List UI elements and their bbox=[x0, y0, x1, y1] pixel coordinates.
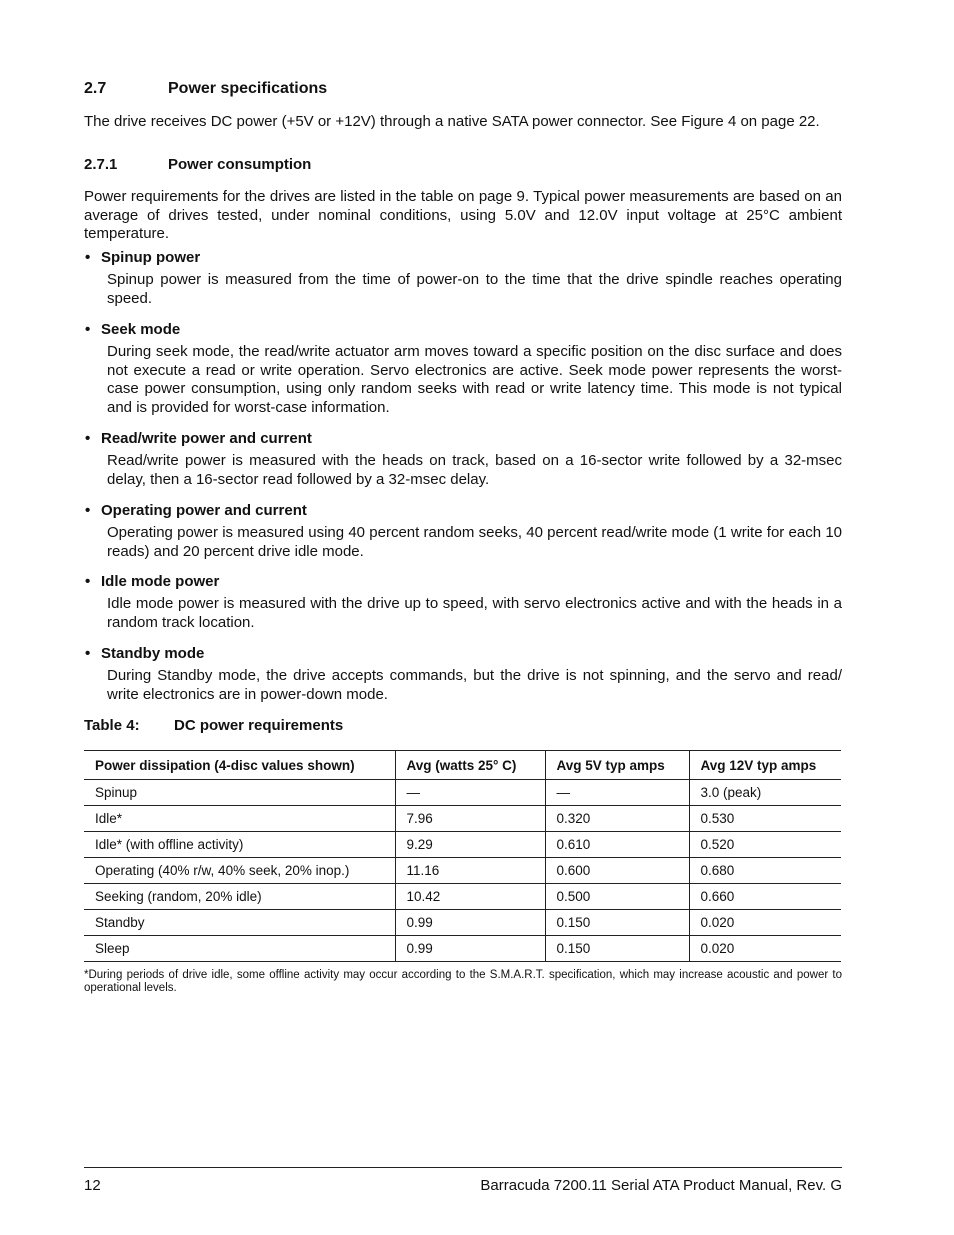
table-cell: 9.29 bbox=[395, 832, 545, 858]
table-cell: 0.020 bbox=[689, 936, 841, 962]
section-number: 2.7 bbox=[84, 80, 107, 97]
bullet-text-standby: During Standby mode, the drive accepts commands, but the drive is not spinning, and the servo and read/ write electronics are in power-down mode. bbox=[107, 667, 842, 703]
footer-divider bbox=[84, 1167, 842, 1168]
bullet-title-seek: Seek mode bbox=[101, 321, 181, 338]
table-row bbox=[84, 780, 841, 806]
bullet-text-idle: Idle mode power is measured with the drive up to speed, with servo electronics active and with the heads in a random track location. bbox=[107, 595, 842, 631]
table-cell: 7.96 bbox=[395, 806, 545, 832]
subsection-intro: Power requirements for the drives are listed in the table on page 9. Typical power measurements are based on an average of drives tested, under nominal conditions, using 5.0V and 12.0V input voltage at 25°C ambient temperature. bbox=[84, 188, 842, 242]
bullet-title-spinup: Spinup power bbox=[101, 249, 201, 266]
bullet-text-operating: Operating power is measured using 40 percent random seeks, 40 percent read/write mode (1 write for each 10 reads) and 20 percent drive idle mode. bbox=[107, 524, 842, 560]
table-cell: 0.520 bbox=[689, 832, 841, 858]
table-cell: Idle* bbox=[84, 806, 395, 832]
table-cell: 0.600 bbox=[545, 858, 689, 884]
table-cell: 0.150 bbox=[545, 910, 689, 936]
table-cell: 0.660 bbox=[689, 884, 841, 910]
bullet-title-standby: Standby mode bbox=[101, 645, 205, 662]
column-header: Avg 5V typ amps bbox=[545, 751, 689, 780]
bullet-marker: • bbox=[85, 573, 91, 590]
table-cell: 0.020 bbox=[689, 910, 841, 936]
table-cell: 0.530 bbox=[689, 806, 841, 832]
table-row bbox=[84, 806, 841, 832]
page-number: 12 bbox=[84, 1177, 101, 1194]
table-cell: 0.320 bbox=[545, 806, 689, 832]
table-cell: Idle* (with offline activity) bbox=[84, 832, 395, 858]
table-row bbox=[84, 936, 841, 962]
table-cell: 0.99 bbox=[395, 910, 545, 936]
table-cell: 0.500 bbox=[545, 884, 689, 910]
table-cell: Seeking (random, 20% idle) bbox=[84, 884, 395, 910]
table-cell: 0.99 bbox=[395, 936, 545, 962]
table-footnote: *During periods of drive idle, some offline activity may occur according to the S.M.A.R.T. specification, which may increase acoustic and power to operational levels. bbox=[84, 969, 842, 994]
bullet-marker: • bbox=[85, 430, 91, 447]
dc-power-table bbox=[84, 750, 841, 962]
bullet-text-readwrite: Read/write power is measured with the heads on track, based on a 16-sector write followed by a 32-msec delay, then a 16-sector read followed by a 32-msec delay. bbox=[107, 452, 842, 488]
table-cell: 0.680 bbox=[689, 858, 841, 884]
table-row bbox=[84, 884, 841, 910]
section-intro: The drive receives DC power (+5V or +12V) through a native SATA power connector. See Figure 4 on page 22. bbox=[84, 113, 820, 130]
bullet-title-idle: Idle mode power bbox=[101, 573, 220, 590]
column-header: Avg (watts 25° C) bbox=[395, 751, 545, 780]
bullet-text-seek: During seek mode, the read/write actuator arm moves toward a specific position on the disc surface and does not execute a read or write operation. Servo electronics are active. Seek mode power represents the worst-case power consumption, using only random seeks with read or write latency time. This mode is not typical and is provided for worst-case information. bbox=[107, 343, 842, 416]
bullet-marker: • bbox=[85, 502, 91, 519]
table-cell: 10.42 bbox=[395, 884, 545, 910]
table-caption: DC power requirements bbox=[174, 717, 344, 734]
table-header-row bbox=[84, 751, 841, 780]
manual-title: Barracuda 7200.11 Serial ATA Product Manual, Rev. G bbox=[480, 1177, 842, 1194]
column-header: Power dissipation (4-disc values shown) bbox=[84, 751, 395, 780]
table-row bbox=[84, 832, 841, 858]
table-label: Table 4: bbox=[84, 717, 140, 734]
bullet-text-spinup: Spinup power is measured from the time of power-on to the time that the drive spindle reaches operating speed. bbox=[107, 271, 842, 307]
column-header: Avg 12V typ amps bbox=[689, 751, 841, 780]
subsection-title: Power consumption bbox=[168, 156, 312, 173]
section-title: Power specifications bbox=[168, 80, 328, 97]
table-cell: Operating (40% r/w, 40% seek, 20% inop.) bbox=[84, 858, 395, 884]
table-row bbox=[84, 858, 841, 884]
table-cell: 0.150 bbox=[545, 936, 689, 962]
bullet-marker: • bbox=[85, 249, 91, 266]
table-row bbox=[84, 910, 841, 936]
table-cell: — bbox=[395, 780, 545, 806]
bullet-marker: • bbox=[85, 645, 91, 662]
bullet-marker: • bbox=[85, 321, 91, 338]
table-cell: 3.0 (peak) bbox=[689, 780, 841, 806]
table-cell: Sleep bbox=[84, 936, 395, 962]
table-cell: 11.16 bbox=[395, 858, 545, 884]
table-cell: Spinup bbox=[84, 780, 395, 806]
table-cell: Standby bbox=[84, 910, 395, 936]
bullet-title-readwrite: Read/write power and current bbox=[101, 430, 312, 447]
bullet-title-operating: Operating power and current bbox=[101, 502, 307, 519]
table-cell: 0.610 bbox=[545, 832, 689, 858]
table-cell: — bbox=[545, 780, 689, 806]
subsection-number: 2.7.1 bbox=[84, 156, 118, 173]
